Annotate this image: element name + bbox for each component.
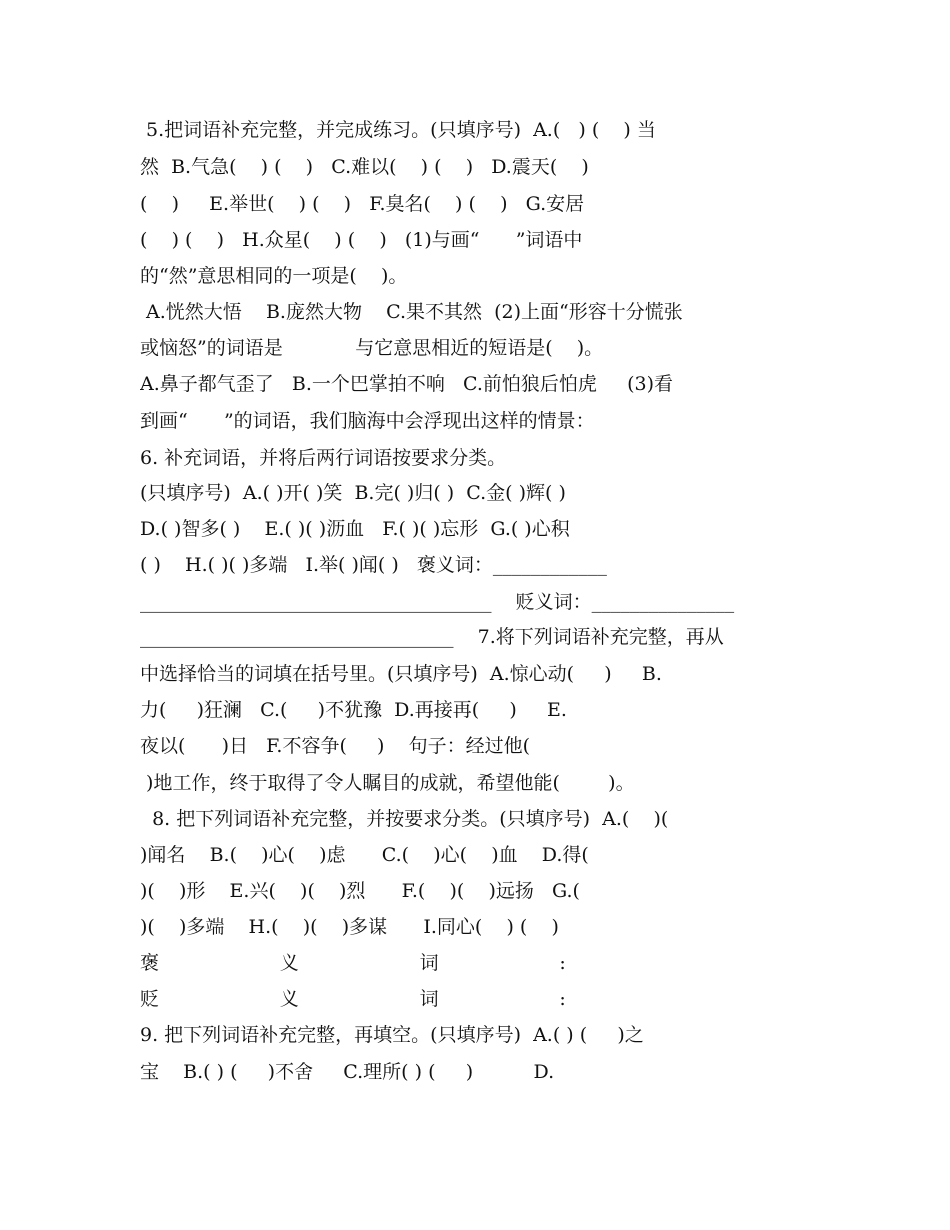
text-line: 中选择恰当的词填在括号里。(只填序号) A.惊心动( ) B. [140, 663, 662, 685]
text-line: 5.把词语补充完整，并完成练习。(只填序号) A.( ) ( ) 当 [140, 119, 656, 141]
text-line: _________________________________ 7.将下列词语补充完整，再从 [140, 626, 724, 648]
text-line: 到画“ ”的词语，我们脑海中会浮现出这样的情景： [140, 410, 595, 432]
text-line: 力( )狂澜 C.( )不犹豫 D.再接再( ) E. [140, 699, 567, 721]
text-line: ( ) ( ) H.众星( ) ( ) (1)与画“ ”词语中 [140, 229, 583, 251]
text-line: 然 B.气急( ) ( ) C.难以( ) ( ) D.震天( ) [140, 156, 589, 178]
text-line: 9. 把下列词语补充完整，再填空。(只填序号) A.( ) ( )之 [140, 1024, 644, 1046]
text-line: 夜以( )日 F.不容争( ) 句子：经过他( [140, 735, 531, 757]
text-line: )( )多端 H.( )( )多谋 I.同心( ) ( ) [140, 916, 559, 938]
text-line: 褒 义 词 : [140, 952, 566, 974]
text-line: )地工作，终于取得了令人瞩目的成就，希望他能( )。 [140, 772, 635, 794]
text-line: 宝 B.( ) ( )不舍 C.理所( ) ( ) D. [140, 1061, 555, 1083]
text-line: D.( )智多( ) E.( )( )沥血 F.( )( )忘形 G.( )心积 [140, 518, 570, 540]
text-line: 8. 把下列词语补充完整，并按要求分类。(只填序号) A.( )( [140, 808, 669, 830]
text-line: ( ) E.举世( ) ( ) F.臭名( ) ( ) G.安居 [140, 193, 585, 215]
text-line: A.恍然大悟 B.庞然大物 C.果不其然 (2)上面“形容十分慌张 [140, 301, 683, 323]
text-line: 贬 义 词 : [140, 988, 566, 1010]
text-line: ( ) H.( )( )多端 I.举( )闻( ) 褒义词：____________ [140, 554, 607, 576]
text-line: 或恼怒”的词语是 与它意思相近的短语是( )。 [140, 337, 604, 359]
text-line: 6. 补充词语，并将后两行词语按要求分类。 [140, 447, 507, 469]
text-line: )( )形 E.兴( )( )烈 F.( )( )远扬 G.( [140, 880, 580, 902]
text-line: (只填序号) A.( )开( )笑 B.完( )归( ) C.金( )辉( ) [140, 482, 566, 504]
text-line: _____________________________________ 贬义词：_______________ [140, 591, 735, 613]
text-line: 的“然”意思相同的一项是( )。 [140, 265, 408, 287]
text-line: A.鼻子都气歪了 B.一个巴掌拍不响 C.前怕狼后怕虎 (3)看 [140, 373, 674, 395]
text-line: )闻名 B.( )心( )虑 C.( )心( )血 D.得( [140, 844, 589, 866]
